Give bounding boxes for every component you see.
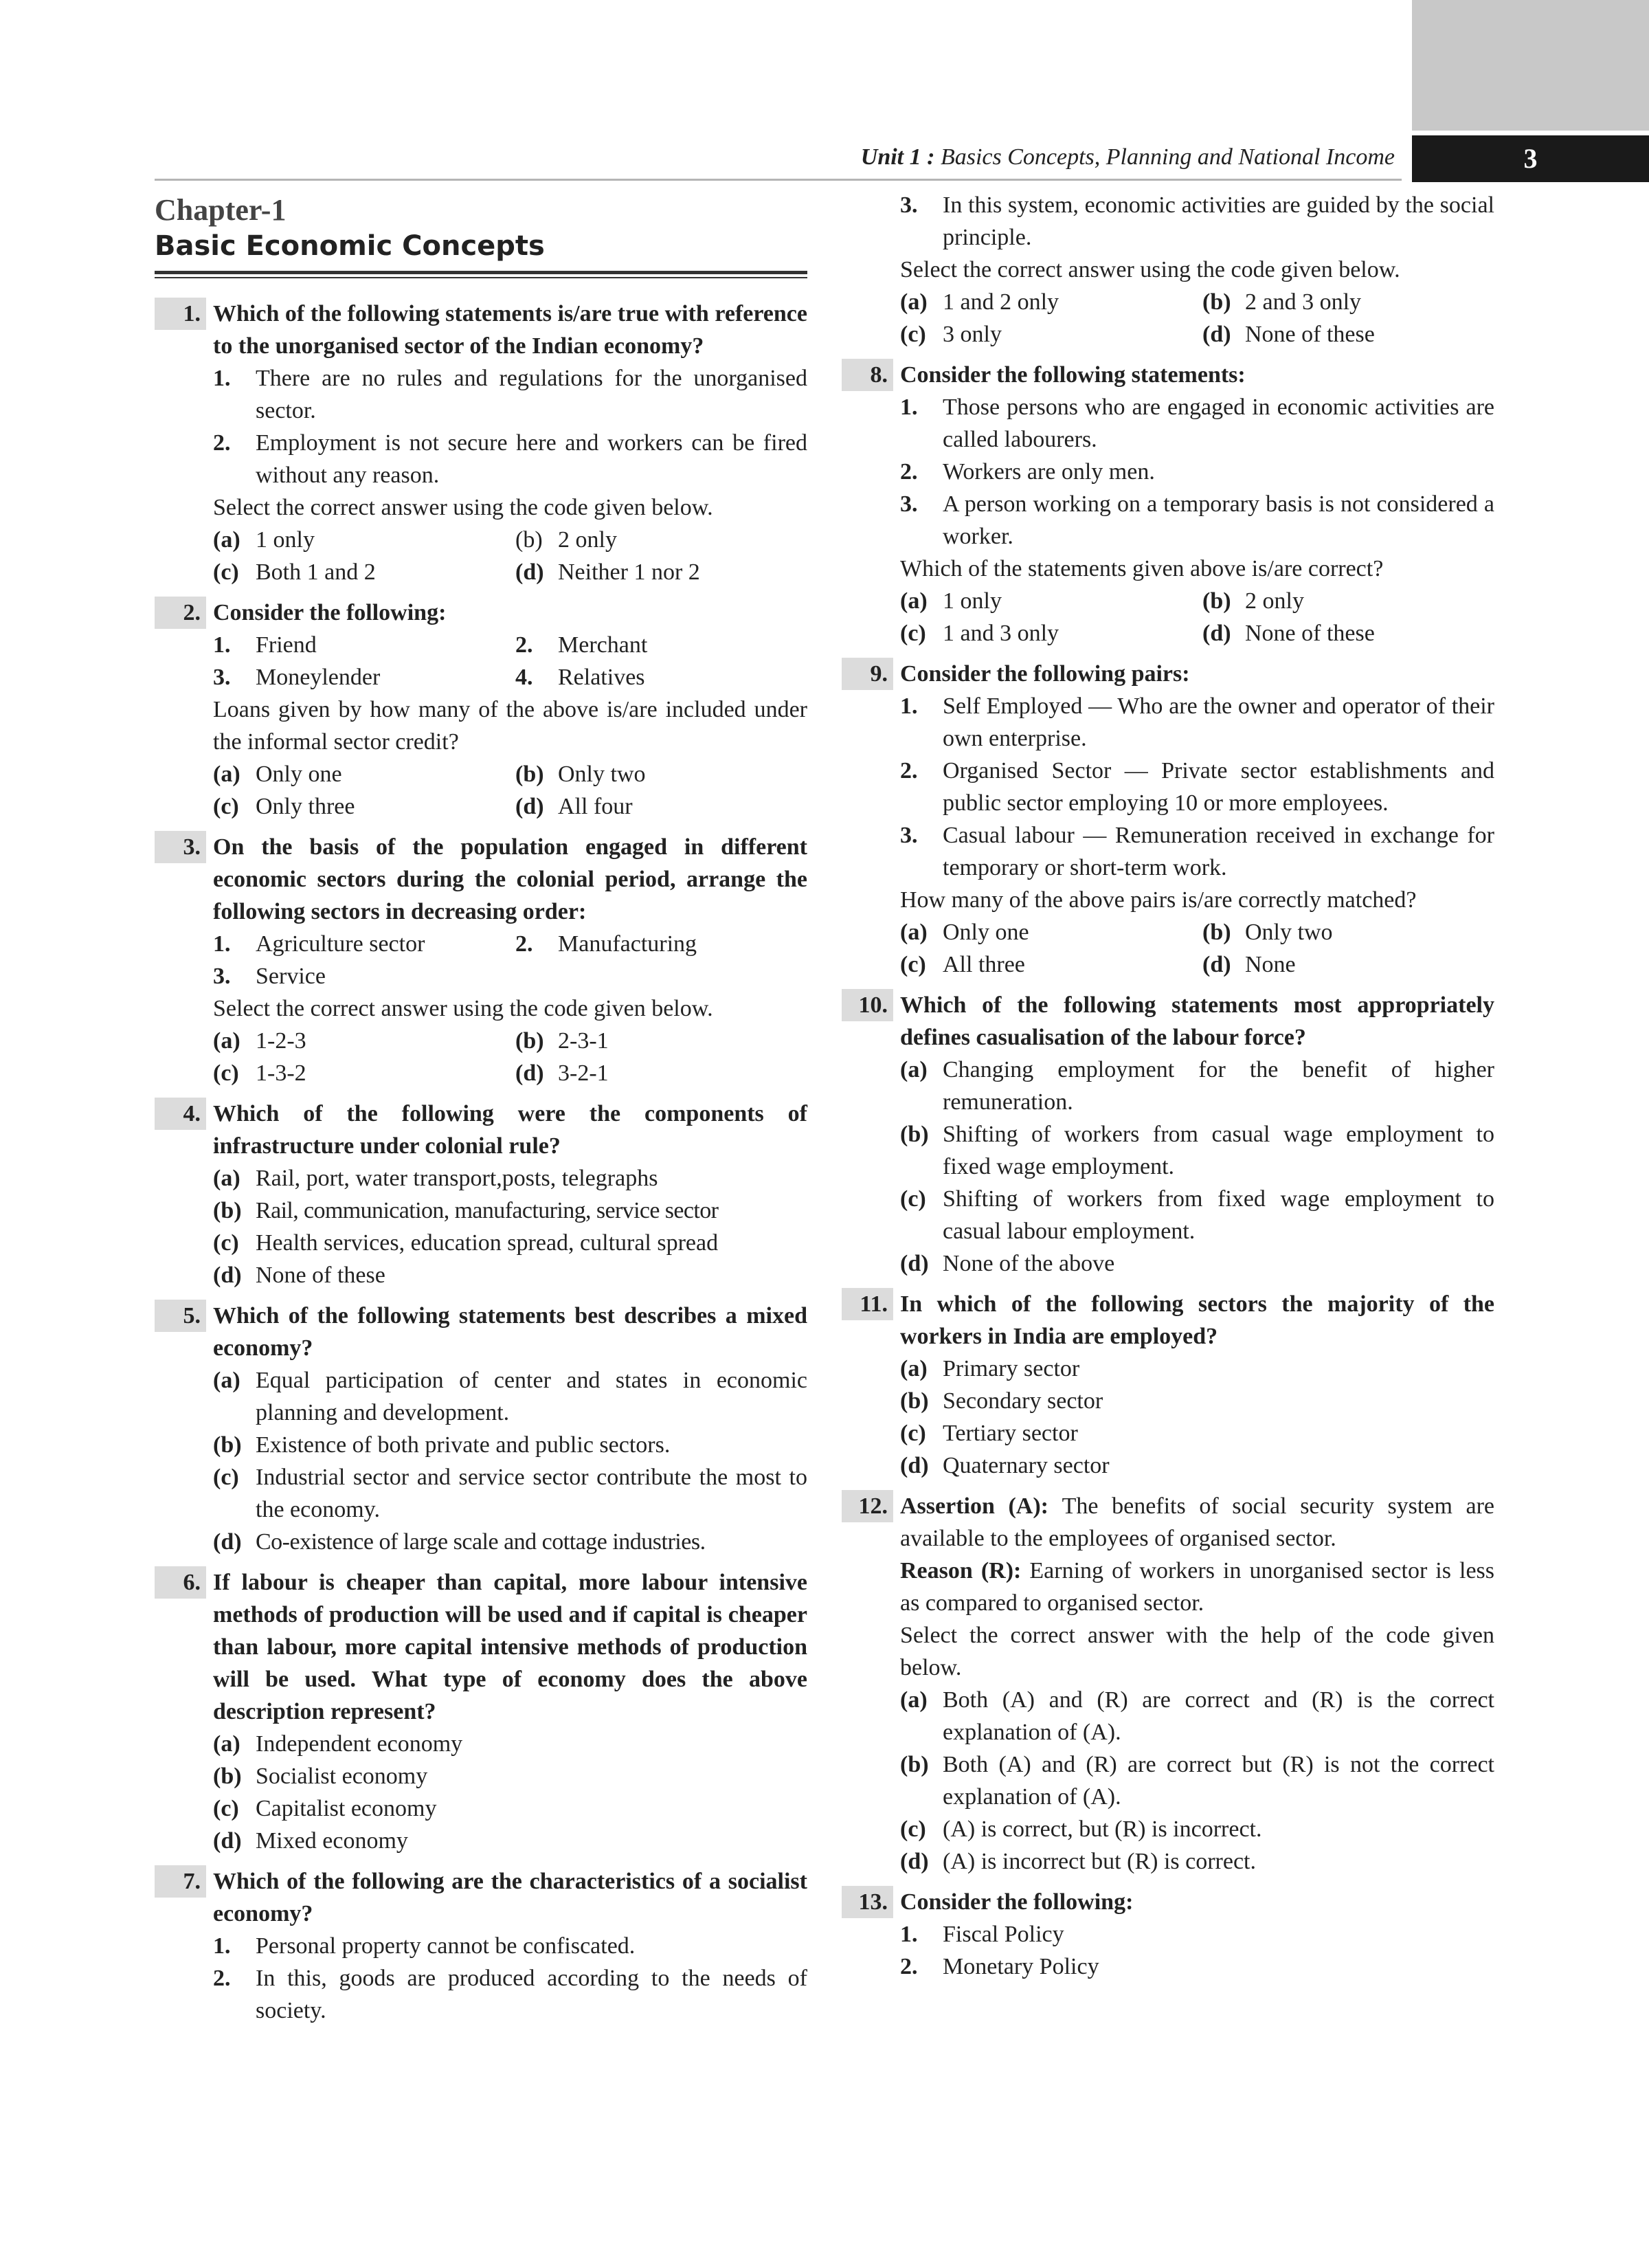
question-4 <box>155 1098 807 1291</box>
item-number: 2. <box>515 632 533 658</box>
option-label: (c) <box>900 322 926 347</box>
option-text: 2-3-1 <box>558 1028 609 1054</box>
question-text: In which of the following sectors the majority of the workers in India are employed? <box>900 1291 1494 1349</box>
option-text: Equal participation of center and states in economic planning and development. <box>256 1368 807 1425</box>
option-a[interactable] <box>900 1054 1494 1118</box>
option-text: None of these <box>256 1263 385 1288</box>
option-label: (c) <box>900 1421 926 1446</box>
option-label: (a) <box>900 920 928 945</box>
option-text: Primary sector <box>943 1356 1080 1381</box>
option-b[interactable] <box>213 1760 807 1792</box>
statement-text: There are no rules and regulations for the unorganised sector. <box>256 366 807 423</box>
question-number: 7. <box>155 1865 206 1898</box>
statement-text: Personal property cannot be confiscated. <box>256 1933 636 1959</box>
option-label: (a) <box>213 527 240 553</box>
question-text: Consider the following: <box>213 600 447 625</box>
option-text: Mixed economy <box>256 1828 408 1854</box>
options <box>900 585 1494 649</box>
question-text: Which of the following are the characteristics of a socialist economy? <box>213 1869 807 1926</box>
question-11 <box>842 1288 1494 1482</box>
question-13 <box>842 1886 1494 1983</box>
option-label: (d) <box>515 1060 544 1086</box>
reason <box>900 1555 1494 1619</box>
option-text: Existence of both private and public sectors. <box>256 1432 671 1458</box>
statement <box>900 391 1494 456</box>
option-label: (d) <box>900 1849 929 1874</box>
option-b[interactable] <box>1202 585 1494 617</box>
running-header <box>687 140 1395 175</box>
option-label: (d) <box>900 1251 929 1276</box>
option-text: 1 and 2 only <box>943 289 1059 315</box>
option-a[interactable] <box>900 916 1202 948</box>
chapter-rule <box>155 277 807 278</box>
statement-number: 3. <box>900 491 918 517</box>
option-label: (d) <box>515 559 544 585</box>
statement-number: 3. <box>900 192 918 218</box>
option-b[interactable] <box>900 1118 1494 1183</box>
option-label: (a) <box>900 1057 928 1082</box>
pair-text: Organised Sector — Private sector establishments and public sector employing 10 or more employees. <box>943 758 1494 816</box>
item-number: 4. <box>515 665 533 690</box>
item-text: Friend <box>256 632 317 658</box>
instruction: Which of the statements given above is/are correct? <box>900 556 1384 581</box>
list-item <box>213 960 515 992</box>
question-number: 9. <box>842 658 893 690</box>
question-12 <box>842 1490 1494 1878</box>
option-label: (c) <box>213 794 239 819</box>
option-text: 1 only <box>943 588 1002 614</box>
list-item <box>515 661 807 693</box>
question-3 <box>155 831 807 1089</box>
option-text: 1-3-2 <box>256 1060 306 1086</box>
item-number: 3. <box>213 665 231 690</box>
option-label: (b) <box>1202 289 1231 315</box>
question-number: 6. <box>155 1566 206 1599</box>
item-number: 3. <box>213 964 231 989</box>
list-item <box>213 629 515 661</box>
option-a[interactable] <box>213 758 515 790</box>
question-number: 4. <box>155 1098 206 1130</box>
options <box>213 1025 807 1089</box>
option-d[interactable] <box>515 1057 807 1089</box>
option-text: Only three <box>256 794 355 819</box>
statement-text: In this system, economic activities are guided by the social principle. <box>943 192 1494 250</box>
option-text: Capitalist economy <box>256 1796 437 1821</box>
pair <box>900 690 1494 755</box>
option-text: Health services, education spread, cultural spread <box>256 1230 719 1256</box>
option-a[interactable] <box>900 286 1202 318</box>
statement-number: 2. <box>900 459 918 485</box>
options <box>900 286 1494 351</box>
option-label: (b) <box>213 1198 242 1223</box>
option-c[interactable] <box>900 948 1202 981</box>
option-label: (a) <box>900 1356 928 1381</box>
question-7 <box>155 1865 807 2027</box>
question-text: Consider the following pairs: <box>900 661 1190 687</box>
statement-text: A person working on a temporary basis is not considered a worker. <box>943 491 1494 549</box>
statement-text: Those persons who are engaged in economic activities are called labourers. <box>943 394 1494 452</box>
statement-number: 2. <box>213 430 231 456</box>
question-number: 12. <box>842 1490 893 1522</box>
question-text: Consider the following: <box>900 1889 1134 1915</box>
pair <box>900 819 1494 884</box>
option-text: 2 and 3 only <box>1245 289 1362 315</box>
option-label: (d) <box>1202 952 1231 977</box>
option-text: Only two <box>1245 920 1333 945</box>
list-item <box>900 1950 1494 1983</box>
option-a[interactable] <box>213 1364 807 1429</box>
item-number: 1. <box>213 632 231 658</box>
items <box>213 928 807 992</box>
instruction: Select the correct answer with the help of the code given below. <box>900 1623 1494 1680</box>
option-text: Quaternary sector <box>943 1453 1110 1478</box>
option-text: None of the above <box>943 1251 1115 1276</box>
option-text: 1 only <box>256 527 315 553</box>
option-text: (A) is correct, but (R) is incorrect. <box>943 1816 1262 1842</box>
chapter-title: Basic Economic Concepts <box>155 228 807 274</box>
question-text: Consider the following statements: <box>900 362 1246 388</box>
option-text: (A) is incorrect but (R) is correct. <box>943 1849 1256 1874</box>
option-a[interactable] <box>213 524 515 556</box>
option-label: (c) <box>900 1816 926 1842</box>
option-text: Both (A) and (R) are correct and (R) is the correct explanation of (A). <box>943 1687 1494 1745</box>
options <box>213 758 807 823</box>
list-item <box>515 629 807 661</box>
instruction: How many of the above pairs is/are correctly matched? <box>900 887 1417 913</box>
right-column <box>842 189 1494 1991</box>
option-a[interactable] <box>213 1025 515 1057</box>
pair-text: Self Employed — Who are the owner and operator of their own enterprise. <box>943 693 1494 751</box>
statement-number: 2. <box>213 1966 231 1991</box>
option-label: (c) <box>213 1230 239 1256</box>
option-d[interactable] <box>1202 617 1494 649</box>
option-text: Rail, port, water transport,posts, telegraphs <box>256 1166 658 1191</box>
question-text: Which of the following statements best describes a mixed economy? <box>213 1303 807 1361</box>
option-text: Rail, communication, manufacturing, service sector <box>256 1198 719 1223</box>
instruction: Select the correct answer using the code given below. <box>213 495 713 520</box>
statement <box>213 1962 807 2027</box>
reason-text: Earning of workers in unorganised sector is less as compared to organised sector. <box>900 1558 1495 1616</box>
option-text: 3-2-1 <box>558 1060 609 1086</box>
option-label: (b) <box>1202 588 1231 614</box>
option-label: (a) <box>213 761 240 787</box>
option-label: (d) <box>213 1828 242 1854</box>
item-text: Manufacturing <box>558 931 697 957</box>
option-b[interactable] <box>900 1748 1494 1813</box>
option-text: Shifting of workers from casual wage employment to fixed wage employment. <box>943 1122 1494 1179</box>
list-item <box>213 928 515 960</box>
item-number: 2. <box>515 931 533 957</box>
option-label: (b) <box>515 527 543 553</box>
item-text: Monetary Policy <box>943 1954 1099 1979</box>
option-c[interactable] <box>213 556 515 588</box>
item-number: 2. <box>900 1954 918 1979</box>
option-d[interactable] <box>1202 948 1494 981</box>
item-text: Agriculture sector <box>256 931 425 957</box>
statement <box>900 189 1494 254</box>
option-text: None of these <box>1245 621 1375 646</box>
assertion-text: The benefits of social security system are available to the employees of organised sector. <box>900 1493 1495 1551</box>
option-b[interactable] <box>213 1194 807 1227</box>
option-c[interactable] <box>213 1461 807 1526</box>
item-text: Moneylender <box>256 665 381 690</box>
option-text: Both (A) and (R) are correct but (R) is not the correct explanation of (A). <box>943 1752 1494 1810</box>
option-b[interactable] <box>900 1385 1494 1417</box>
option-d[interactable] <box>213 1526 807 1558</box>
option-a[interactable] <box>900 585 1202 617</box>
option-label: (c) <box>900 952 926 977</box>
question-number: 11. <box>842 1288 893 1320</box>
pair <box>900 755 1494 819</box>
option-text: 1-2-3 <box>256 1028 306 1054</box>
instruction: Select the correct answer using the code given below. <box>900 257 1400 282</box>
option-label: (b) <box>900 1752 929 1777</box>
pair-number: 1. <box>900 693 918 719</box>
option-label: (a) <box>900 588 928 614</box>
question-number: 3. <box>155 831 206 863</box>
option-label: (b) <box>213 1764 242 1789</box>
option-c[interactable] <box>213 790 515 823</box>
option-a[interactable] <box>900 1684 1494 1748</box>
statement <box>213 427 807 491</box>
question-text: Which of the following were the components of infrastructure under colonial rule? <box>213 1101 807 1159</box>
assertion-label: Assertion (A): <box>900 1493 1049 1519</box>
option-text: None of these <box>1245 322 1375 347</box>
statement <box>213 1930 807 1962</box>
page-number: 3 <box>1412 135 1649 182</box>
statement <box>900 488 1494 553</box>
question-number: 8. <box>842 359 893 391</box>
unit-title: Basics Concepts, Planning and National Income <box>940 144 1395 170</box>
option-label: (b) <box>900 1122 929 1147</box>
option-label: (d) <box>1202 322 1231 347</box>
options <box>213 524 807 588</box>
option-c[interactable] <box>900 1183 1494 1247</box>
option-c[interactable] <box>900 1813 1494 1845</box>
question-text: If labour is cheaper than capital, more labour intensive methods of production will be used and if capital is cheaper than labour, more capital intensive methods of production will be used. What type of economy does the above description represent? <box>213 1570 807 1724</box>
item-text: Relatives <box>558 665 645 690</box>
statement-text: Workers are only men. <box>943 459 1155 485</box>
option-text: Industrial sector and service sector contribute the most to the economy. <box>256 1465 807 1522</box>
option-b[interactable] <box>515 1025 807 1057</box>
question-9 <box>842 658 1494 981</box>
pair-number: 3. <box>900 823 918 848</box>
option-label: (a) <box>213 1028 240 1054</box>
list-item <box>515 928 807 960</box>
option-label: (b) <box>515 761 544 787</box>
option-label: (b) <box>1202 920 1231 945</box>
chapter-label: Chapter-1 <box>155 193 287 227</box>
option-text: 2 only <box>1245 588 1304 614</box>
option-b[interactable] <box>213 1429 807 1461</box>
header-rule <box>155 179 1402 181</box>
option-label: (a) <box>213 1368 240 1393</box>
option-text: 1 and 3 only <box>943 621 1059 646</box>
option-b[interactable] <box>515 758 807 790</box>
question-8 <box>842 359 1494 649</box>
statement-number: 1. <box>213 366 231 391</box>
option-d[interactable] <box>515 790 807 823</box>
question-number: 5. <box>155 1300 206 1332</box>
option-c[interactable] <box>900 318 1202 351</box>
option-d[interactable] <box>1202 318 1494 351</box>
option-text: All four <box>558 794 633 819</box>
statement-text: Employment is not secure here and workers can be fired without any reason. <box>256 430 807 488</box>
item-number: 1. <box>900 1922 918 1947</box>
option-label: (c) <box>900 1186 926 1212</box>
option-text: Co-existence of large scale and cottage industries. <box>256 1529 706 1555</box>
list-item <box>900 1918 1494 1950</box>
option-text: Both 1 and 2 <box>256 559 376 585</box>
question-number: 1. <box>155 298 206 330</box>
statement <box>900 456 1494 488</box>
option-text: Neither 1 nor 2 <box>558 559 700 585</box>
option-b[interactable] <box>1202 286 1494 318</box>
option-label: (a) <box>213 1166 240 1191</box>
option-label: (a) <box>213 1731 240 1757</box>
option-label: (c) <box>213 559 239 585</box>
option-d[interactable] <box>900 1845 1494 1878</box>
option-text: Socialist economy <box>256 1764 428 1789</box>
option-label: (d) <box>213 1529 242 1555</box>
question-number: 2. <box>155 597 206 629</box>
item-number: 1. <box>213 931 231 957</box>
option-text: All three <box>943 952 1025 977</box>
option-c[interactable] <box>213 1057 515 1089</box>
option-label: (a) <box>900 1687 928 1713</box>
question-1 <box>155 298 807 588</box>
option-c[interactable] <box>213 1792 807 1825</box>
reason-label: Reason (R): <box>900 1558 1022 1583</box>
instruction: Loans given by how many of the above is/are included under the informal sector credit? <box>213 697 807 755</box>
option-c[interactable] <box>900 1417 1494 1449</box>
question-text: On the basis of the population engaged in different economic sectors during the colonial period, arrange the following sectors in decreasing order: <box>213 834 807 924</box>
pair-text: Casual labour — Remuneration received in exchange for temporary or short-term work. <box>943 823 1494 880</box>
option-label: (b) <box>213 1432 242 1458</box>
statement-number: 1. <box>900 394 918 420</box>
question-text: Which of the following statements most appropriately defines casualisation of the labour force? <box>900 992 1494 1050</box>
unit-label: Unit 1 : <box>860 144 935 170</box>
instruction: Select the correct answer using the code given below. <box>213 996 713 1021</box>
items <box>213 629 807 693</box>
option-label: (d) <box>900 1453 929 1478</box>
option-d[interactable] <box>213 1825 807 1857</box>
option-text: 3 only <box>943 322 1002 347</box>
option-label: (d) <box>1202 621 1231 646</box>
left-column <box>155 186 807 2035</box>
question-10 <box>842 989 1494 1280</box>
option-a[interactable] <box>213 1728 807 1760</box>
statement <box>213 362 807 427</box>
option-label: (c) <box>213 1796 239 1821</box>
option-label: (d) <box>515 794 544 819</box>
question-5 <box>155 1300 807 1558</box>
statement-text: In this, goods are produced according to the needs of society. <box>256 1966 807 2023</box>
option-text: Secondary sector <box>943 1388 1103 1414</box>
question-text: Which of the following statements is/are true with reference to the unorganised sector of the Indian economy? <box>213 301 807 359</box>
option-text: Changing employment for the benefit of higher remuneration. <box>943 1057 1494 1115</box>
option-d[interactable] <box>213 1259 807 1291</box>
option-label: (c) <box>213 1060 239 1086</box>
option-label: (c) <box>900 621 926 646</box>
question-number: 10. <box>842 989 893 1021</box>
option-text: 2 only <box>558 527 617 553</box>
question-6 <box>155 1566 807 1857</box>
option-text: Only one <box>943 920 1029 945</box>
option-text: Shifting of workers from fixed wage employment to casual labour employment. <box>943 1186 1494 1244</box>
assertion <box>900 1490 1494 1555</box>
option-b[interactable] <box>1202 916 1494 948</box>
statement-number: 1. <box>213 1933 231 1959</box>
item-text: Fiscal Policy <box>943 1922 1064 1947</box>
option-label: (d) <box>213 1263 242 1288</box>
question-2 <box>155 597 807 823</box>
option-d[interactable] <box>900 1247 1494 1280</box>
question-number: 13. <box>842 1886 893 1918</box>
option-label: (b) <box>515 1028 544 1054</box>
option-d[interactable] <box>900 1449 1494 1482</box>
option-text: Only two <box>558 761 646 787</box>
option-c[interactable] <box>213 1227 807 1259</box>
item-text: Service <box>256 964 326 989</box>
question-7-continued <box>842 189 1494 351</box>
option-label: (c) <box>213 1465 239 1490</box>
option-label: (a) <box>900 289 928 315</box>
option-text: Tertiary sector <box>943 1421 1078 1446</box>
option-text: Independent economy <box>256 1731 463 1757</box>
pair-number: 2. <box>900 758 918 783</box>
option-d[interactable] <box>515 556 807 588</box>
options <box>900 916 1494 981</box>
item-text: Merchant <box>558 632 648 658</box>
option-text: Only one <box>256 761 342 787</box>
option-label: (b) <box>900 1388 929 1414</box>
list-item <box>213 661 515 693</box>
option-a[interactable] <box>900 1353 1494 1385</box>
option-text: None <box>1245 952 1296 977</box>
corner-tab <box>1412 0 1649 131</box>
option-c[interactable] <box>900 617 1202 649</box>
option-b[interactable] <box>515 524 807 556</box>
option-a[interactable] <box>213 1162 807 1194</box>
